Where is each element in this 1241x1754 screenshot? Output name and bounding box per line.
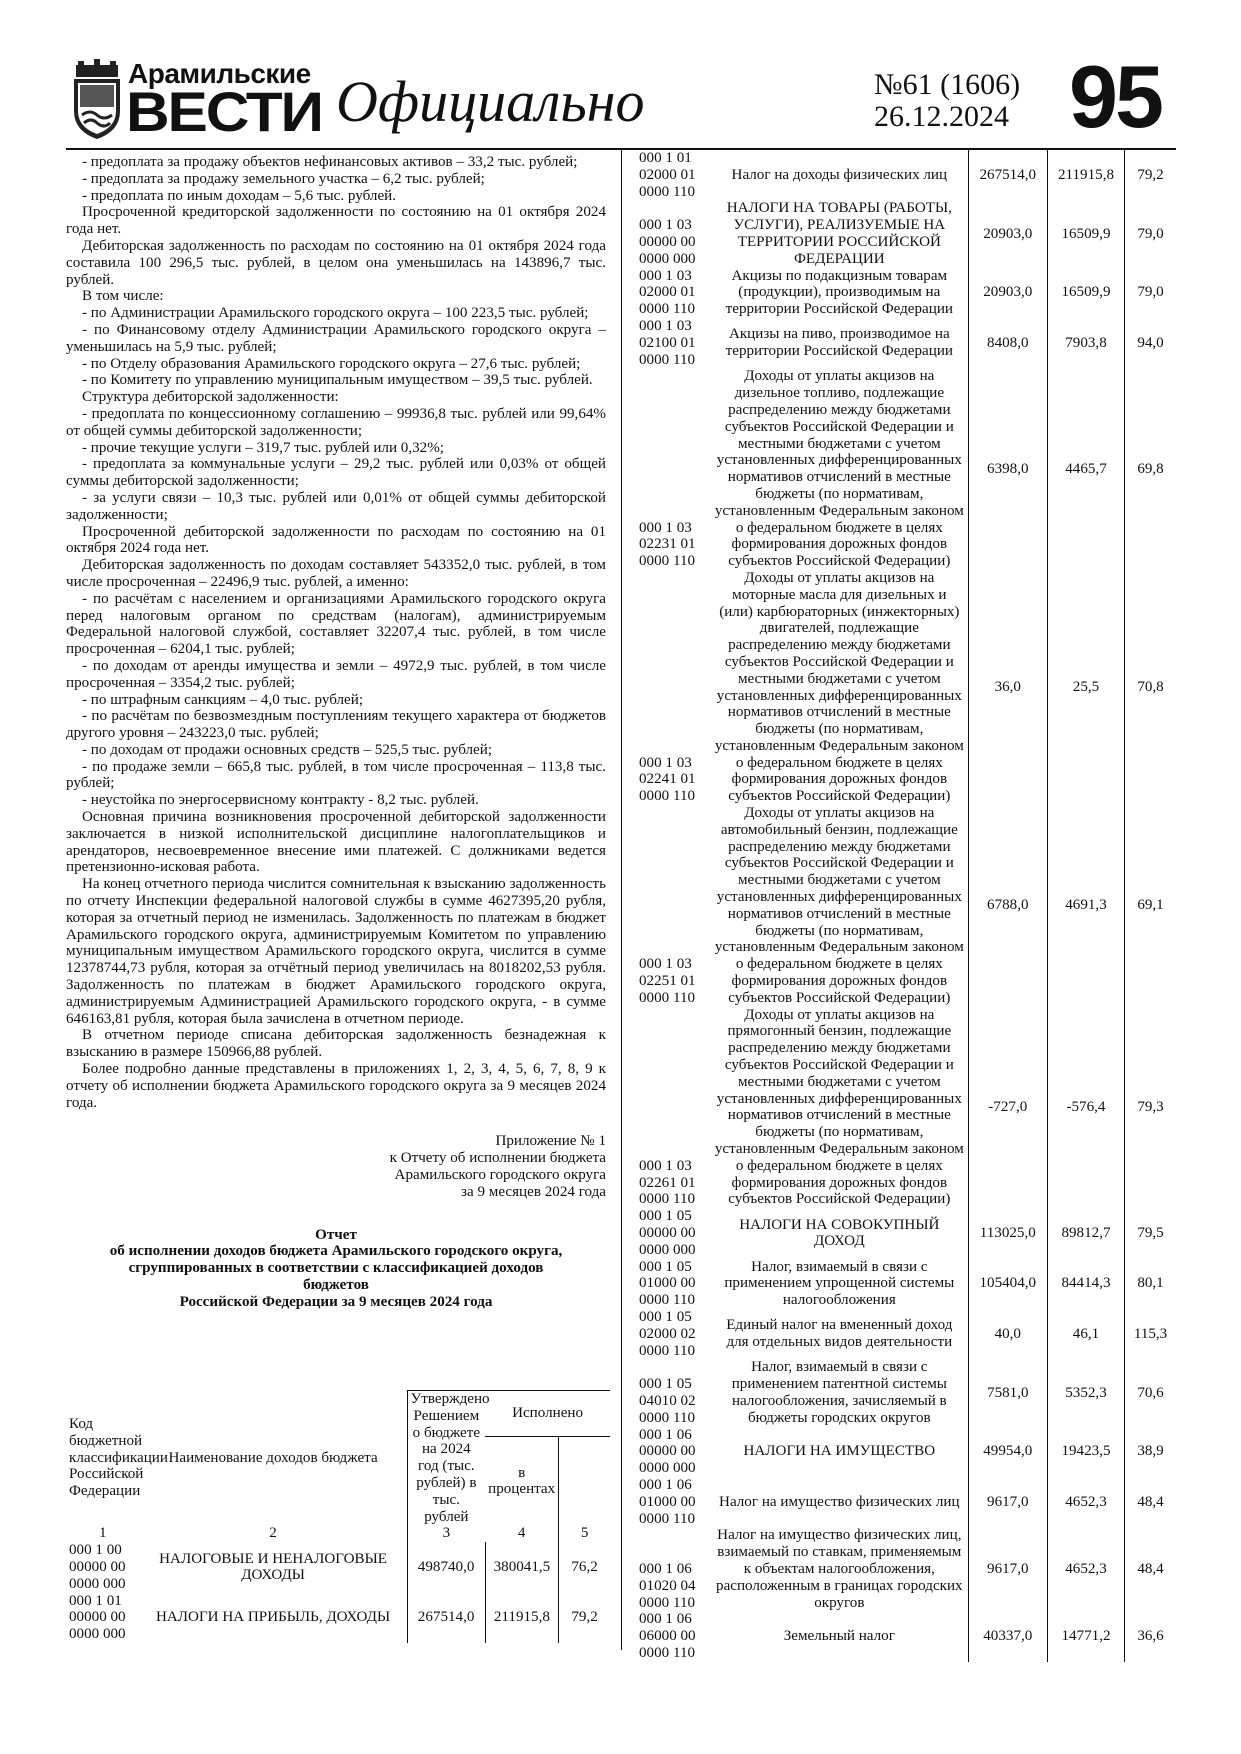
row-executed: 4652,3 — [1047, 1477, 1124, 1527]
row-percent: 48,4 — [1125, 1527, 1176, 1611]
row-approved: -727,0 — [968, 1007, 1047, 1209]
row-percent: 38,9 — [1125, 1427, 1176, 1477]
table-row — [636, 368, 1176, 570]
report-title — [66, 1227, 606, 1311]
issue-date: 26.12.2024 — [874, 100, 1009, 133]
paragraph: - по Администрации Арамильского городского округа – 100 223,5 тыс. рублей; — [82, 305, 589, 322]
table-row — [636, 1427, 1176, 1477]
row-name: Доходы от уплаты акцизов на автомобильный бензин, подлежащие распределению между бюджетами субъектов Российской Федерации и местными бюджетами с учетом установленных дифференцированных нормативов отчислений в местные бюджеты (по нормативам, установленным Федеральным законом о федеральном бюджете в целях формирования дорожных фондов субъектов Российской Федерации) — [714, 805, 964, 1006]
row-approved: 498740,0 — [407, 1542, 485, 1592]
row-percent: 48,4 — [1125, 1477, 1176, 1527]
paragraph: Более подробно данные представлены в приложениях 1, 2, 3, 4, 5, 6, 7, 8, 9 к отчету об исполнении бюджета Арамильского городского округа за 9 месяцев 2024 года. — [66, 1061, 606, 1111]
report-title-line: об исполнении доходов бюджета Арамильского городского округа, — [109, 1243, 563, 1260]
paragraph: - по расчётам по безвозмездным поступлениям текущего характера от бюджетов другого уровня – 243223,0 тыс. рублей; — [66, 708, 606, 742]
row-approved: 113025,0 — [968, 1208, 1047, 1258]
row-name: Единый налог на вмененный доход для отдельных видов деятельности — [726, 1317, 953, 1351]
row-name: Акцизы на пиво, производимое на территории Российской Федерации — [725, 326, 953, 360]
table-row — [636, 1208, 1176, 1258]
row-executed: 14771,2 — [1047, 1611, 1124, 1661]
row-name: НАЛОГИ НА СОВОКУПНЫЙ ДОХОД — [739, 1216, 940, 1250]
report-title-line: Отчет — [315, 1226, 357, 1243]
paragraph: - неустойка по энергосервисному контракту - 8,2 тыс. рублей. — [82, 792, 479, 809]
row-name: Земельный налог — [783, 1628, 895, 1645]
header-code: Код бюджетной классификации Российской Федерации — [69, 1415, 168, 1500]
table-row — [636, 570, 1176, 805]
row-executed: 211915,8 — [485, 1593, 559, 1643]
header-executed: Исполнено — [485, 1391, 610, 1437]
paragraph: - за услуги связи – 10,3 тыс. рублей или 0,01% от общей суммы дебиторской задолженности; — [66, 489, 606, 523]
paragraph: Структура дебиторской задолженности: — [82, 389, 339, 406]
appendix-line: Приложение № 1 — [495, 1133, 606, 1150]
income-table-right — [636, 150, 1176, 1662]
row-code: 000 1 03 02241 01 0000 110 — [639, 754, 696, 805]
paragraph: Просроченной дебиторской задолженности по расходам по состоянию на 01 октября 2024 года нет. — [66, 523, 606, 557]
col-number: 3 — [407, 1525, 485, 1542]
row-percent: 76,2 — [559, 1542, 610, 1592]
row-percent: 94,0 — [1125, 318, 1176, 368]
table-row — [636, 200, 1176, 267]
appendix-line: к Отчету об исполнении бюджета — [389, 1150, 606, 1167]
row-approved: 6398,0 — [968, 368, 1047, 570]
paragraph: - по Комитету по управлению муниципальным имуществом – 39,5 тыс. рублей. — [82, 372, 593, 389]
appendix-note — [66, 1133, 606, 1200]
row-approved: 40337,0 — [968, 1611, 1047, 1661]
income-table-left — [66, 1390, 610, 1643]
row-executed: 380041,5 — [485, 1542, 559, 1592]
row-approved: 6788,0 — [968, 805, 1047, 1007]
appendix-line: за 9 месяцев 2024 года — [461, 1183, 606, 1200]
col-number: 5 — [559, 1525, 610, 1542]
row-name: НАЛОГИ НА ИМУЩЕСТВО — [743, 1443, 936, 1460]
row-executed: 84414,3 — [1047, 1259, 1124, 1309]
row-approved: 49954,0 — [968, 1427, 1047, 1477]
paragraph: - по доходам от аренды имущества и земли – 4972,9 тыс. рублей, в том числе просроченная – 3354,2 тыс. рублей; — [66, 657, 606, 691]
row-executed: 4652,3 — [1047, 1527, 1124, 1611]
row-name: НАЛОГИ НА ПРИБЫЛЬ, ДОХОДЫ — [156, 1609, 391, 1626]
paragraph: - предоплата за продажу объектов нефинансовых активов – 33,2 тыс. рублей; — [82, 154, 578, 170]
table-row — [636, 805, 1176, 1007]
header-percent: в процентах — [488, 1464, 556, 1498]
body-text — [66, 154, 606, 1111]
row-code: 000 1 05 01000 00 0000 110 — [639, 1258, 696, 1309]
row-code: 000 1 05 02000 02 0000 110 — [639, 1308, 696, 1359]
col-number: 1 — [99, 1525, 107, 1542]
table-row — [636, 1309, 1176, 1359]
column-divider — [621, 150, 622, 1650]
issue-info — [874, 69, 1020, 133]
paragraph: - предоплата за коммунальные услуги – 29,2 тыс. рублей или 0,03% от общей суммы дебиторской задолженности; — [66, 456, 606, 490]
page-number: 95 — [1069, 47, 1161, 146]
row-executed: 7903,8 — [1047, 318, 1124, 368]
row-code: 000 1 06 00000 00 0000 000 — [639, 1426, 696, 1477]
row-code: 000 1 03 02261 01 0000 110 — [639, 1157, 696, 1208]
table-row — [636, 1527, 1176, 1611]
paragraph: - по расчётам с населением и организациями Арамильского городского округа перед налоговым органом по средствам (налогам), администрируемым Федеральной налоговой службой, составляет 32207,4 тыс. рублей, в том числе просроченная – 6204,1 тыс. рублей; — [66, 590, 606, 658]
paragraph: - предоплата за продажу земельного участка – 6,2 тыс. рублей; — [82, 170, 485, 187]
col-number: 2 — [269, 1525, 277, 1542]
table-row — [66, 1542, 610, 1592]
left-column — [66, 154, 606, 1311]
row-percent: 79,0 — [1125, 268, 1176, 318]
masthead — [66, 47, 1176, 146]
row-name: Акцизы по подакцизным товарам (продукции), производимым на территории Российской Федерации — [725, 267, 953, 318]
table-row — [636, 1477, 1176, 1527]
row-approved: 20903,0 — [968, 200, 1047, 267]
row-code: 000 1 00 00000 00 0000 000 — [69, 1542, 126, 1592]
brand-name-small: Арамильские — [128, 58, 311, 89]
paragraph: В отчетном периоде списана дебиторская задолженность безнадежная к взысканию в размере 150966,88 рублей. — [66, 1027, 606, 1061]
row-name: Доходы от уплаты акцизов на прямогонный бензин, подлежащие распределению между бюджетами субъектов Российской Федерации и местными бюджетами с учетом установленных дифференцированных нормативов отчислений в местные бюджеты (по нормативам, установленным Федеральным законом о федеральном бюджете в целях формирования дорожных фондов субъектов Российской Федерации) — [714, 1006, 964, 1208]
header-empty — [559, 1437, 610, 1526]
paragraph: - по Отделу образования Арамильского городского округа – 27,6 тыс. рублей; — [82, 355, 581, 372]
row-approved: 267514,0 — [968, 150, 1047, 200]
paragraph: - предоплата по иным доходам – 5,6 тыс. рублей. — [82, 187, 397, 204]
paragraph: Просроченной кредиторской задолженности по состоянию на 01 октября 2024 года нет. — [66, 204, 606, 238]
table-row — [66, 1593, 610, 1643]
paragraph: - прочие текущие услуги – 319,7 тыс. рублей или 0,32%; — [82, 439, 444, 456]
row-code: 000 1 03 02100 01 0000 110 — [639, 317, 696, 368]
row-percent: 70,6 — [1125, 1359, 1176, 1426]
row-code: 000 1 01 00000 00 0000 000 — [69, 1592, 126, 1643]
row-executed: 4691,3 — [1047, 805, 1124, 1007]
paragraph: - по доходам от продажи основных средств – 525,5 тыс. рублей; — [82, 741, 493, 758]
row-approved: 40,0 — [968, 1309, 1047, 1359]
table-row — [636, 1611, 1176, 1661]
paragraph: В том числе: — [82, 288, 164, 305]
row-percent: 79,2 — [1125, 150, 1176, 200]
row-approved: 9617,0 — [968, 1527, 1047, 1611]
row-percent: 36,6 — [1125, 1611, 1176, 1661]
coat-of-arms-icon — [66, 59, 128, 141]
header-approved: Утверждено Решением о бюджете на 2024 год (тыс. рублей) в тыс. рублей — [407, 1391, 485, 1526]
report-title-line: бюджетов — [303, 1277, 369, 1293]
paragraph: - предоплата по концессионному соглашению – 99936,8 тыс. рублей или 99,64% от общей суммы дебиторской задолженности; — [66, 405, 606, 439]
header-name: Наименование доходов бюджета — [168, 1449, 378, 1466]
row-executed: 16509,9 — [1047, 268, 1124, 318]
paragraph: - по Финансовому отделу Администрации Арамильского городского округа – уменьшилась на 5,9 тыс. рублей; — [66, 321, 606, 355]
row-executed: 16509,9 — [1047, 200, 1124, 267]
table-row — [636, 1259, 1176, 1309]
row-name: Налог на имущество физических лиц — [719, 1493, 960, 1510]
table-row — [636, 318, 1176, 368]
row-name: НАЛОГОВЫЕ И НЕНАЛОГОВЫЕ ДОХОДЫ — [159, 1550, 387, 1584]
row-approved: 105404,0 — [968, 1259, 1047, 1309]
table-row — [636, 1007, 1176, 1209]
row-executed: 25,5 — [1047, 570, 1124, 805]
issue-number: №61 (1606) — [874, 68, 1021, 101]
row-name: Доходы от уплаты акцизов на моторные масла для дизельных и (или) карбюраторных (инжекторных) двигателей, подлежащие распределению между бюджетами субъектов Российской Федерации и местными бюджетами с учетом установленных дифференцированных нормативов отчислений в местные бюджеты (по нормативам, установленным Федеральным законом о федеральном бюджете в целях формирования дорожных фондов субъектов Российской Федерации) — [714, 569, 964, 805]
row-executed: 211915,8 — [1047, 150, 1124, 200]
row-percent: 69,8 — [1125, 368, 1176, 570]
paragraph: Основная причина возникновения просроченной дебиторской задолженности заключается в низкой исполнительской дисциплине налогоплательщиков и арендаторов, несвоевременное внесение ими платежей. С должниками ведется претензионно-исковая работа. — [66, 809, 606, 876]
table-row — [636, 1359, 1176, 1426]
row-approved: 8408,0 — [968, 318, 1047, 368]
report-title-line: сгруппированных в соответствии с классификацией доходов — [128, 1260, 544, 1277]
row-name: НАЛОГИ НА ТОВАРЫ (РАБОТЫ, УСЛУГИ), РЕАЛИЗУЕМЫЕ НА ТЕРРИТОРИИ РОССИЙСКОЙ ФЕДЕРАЦИИ — [726, 200, 952, 267]
row-name: Налог, взимаемый в связи с применением упрощенной системы налогообложения — [724, 1258, 955, 1309]
col-number: 4 — [517, 1525, 526, 1542]
row-approved: 7581,0 — [968, 1359, 1047, 1426]
row-code: 000 1 06 01000 00 0000 110 — [639, 1476, 696, 1527]
row-name: Налог на доходы физических лиц — [731, 166, 948, 183]
row-percent: 70,8 — [1125, 570, 1176, 805]
row-percent: 80,1 — [1125, 1259, 1176, 1309]
row-percent: 79,5 — [1125, 1208, 1176, 1258]
row-executed: 46,1 — [1047, 1309, 1124, 1359]
row-percent: 79,3 — [1125, 1007, 1176, 1209]
row-percent: 79,0 — [1125, 200, 1176, 267]
appendix-line: Арамильского городского округа — [394, 1167, 606, 1184]
row-code: 000 1 06 01020 04 0000 110 — [639, 1560, 696, 1611]
paragraph: Дебиторская задолженность по расходам по состоянию на 01 октября 2024 года составила 100 296,5 тыс. рублей, в целом она уменьшилась на 143896,7 тыс. рублей. — [66, 237, 606, 288]
row-percent: 79,2 — [559, 1593, 610, 1643]
row-code: 000 1 03 02000 01 0000 110 — [639, 267, 696, 318]
row-code: 000 1 06 06000 00 0000 110 — [639, 1611, 696, 1661]
row-approved: 36,0 — [968, 570, 1047, 805]
row-name: Налог, взимаемый в связи с применением патентной системы налогообложения, зачисляемый в бюджеты городских округов — [731, 1359, 947, 1426]
report-title-line: Российской Федерации за 9 месяцев 2024 года — [179, 1293, 493, 1310]
row-name: Налог на имущество физических лиц, взимаемый по ставкам, применяемым к объектам налогообложения, расположенным в границах городских округов — [716, 1527, 963, 1611]
brand-name-big: ВЕСТИ — [126, 80, 322, 143]
table-row — [636, 268, 1176, 318]
row-code: 000 1 03 02251 01 0000 110 — [639, 956, 696, 1006]
row-percent: 69,1 — [1125, 805, 1176, 1007]
row-executed: 19423,5 — [1047, 1427, 1124, 1477]
row-code: 000 1 03 00000 00 0000 000 — [639, 217, 696, 267]
row-code: 000 1 01 02000 01 0000 110 — [639, 150, 696, 200]
paragraph: На конец отчетного периода числится сомнительная к взысканию задолженность по отчету Инспекции федеральной налоговой службы в сумме 4627395,20 рубля, которая за отчетный период не изменилась. Задолженность по платежам в бюджет Арамильского городского округа, администрируемым Комитетом по управлению муниципальным имуществом Арамильского городского округа, числится в сумме 12378744,73 рубля, которая за отчётный период увеличилась на 8018202,53 рубля. Задолженность по платежам в бюджет Арамильского городского округа, администрируемым Администрацией Арамильского городского округа, - в сумме 646163,81 рубля, которая была зачислена в отчетном периоде. — [66, 876, 606, 1027]
row-code: 000 1 05 00000 00 0000 000 — [639, 1208, 696, 1258]
row-code: 000 1 03 02231 01 0000 110 — [639, 519, 696, 570]
paragraph: Дебиторская задолженность по доходам составляет 543352,0 тыс. рублей, в том числе просроченная – 22496,9 тыс. рублей, а именно: — [66, 557, 606, 590]
row-percent: 115,3 — [1125, 1309, 1176, 1359]
section-title: Официально — [336, 69, 645, 134]
row-executed: -576,4 — [1047, 1007, 1124, 1209]
row-name: Доходы от уплаты акцизов на дизельное топливо, подлежащие распределению между бюджетами субъектов Российской Федерации и местными бюджетами с учетом установленных дифференцированных нормативов отчислений в местные бюджеты (по нормативам, установленным Федеральным законом о федеральном бюджете в целях формирования дорожных фондов субъектов Российской Федерации) — [714, 368, 964, 570]
row-approved: 9617,0 — [968, 1477, 1047, 1527]
row-executed: 5352,3 — [1047, 1359, 1124, 1426]
table-row — [636, 150, 1176, 200]
row-executed: 4465,7 — [1047, 368, 1124, 570]
row-code: 000 1 05 04010 02 0000 110 — [639, 1376, 696, 1426]
row-approved: 20903,0 — [968, 268, 1047, 318]
row-approved: 267514,0 — [407, 1593, 485, 1643]
paragraph: - по штрафным санкциям – 4,0 тыс. рублей; — [82, 691, 364, 708]
row-executed: 89812,7 — [1047, 1208, 1124, 1258]
paragraph: - по продаже земли – 665,8 тыс. рублей, в том числе просроченная – 113,8 тыс. рублей; — [66, 758, 606, 792]
